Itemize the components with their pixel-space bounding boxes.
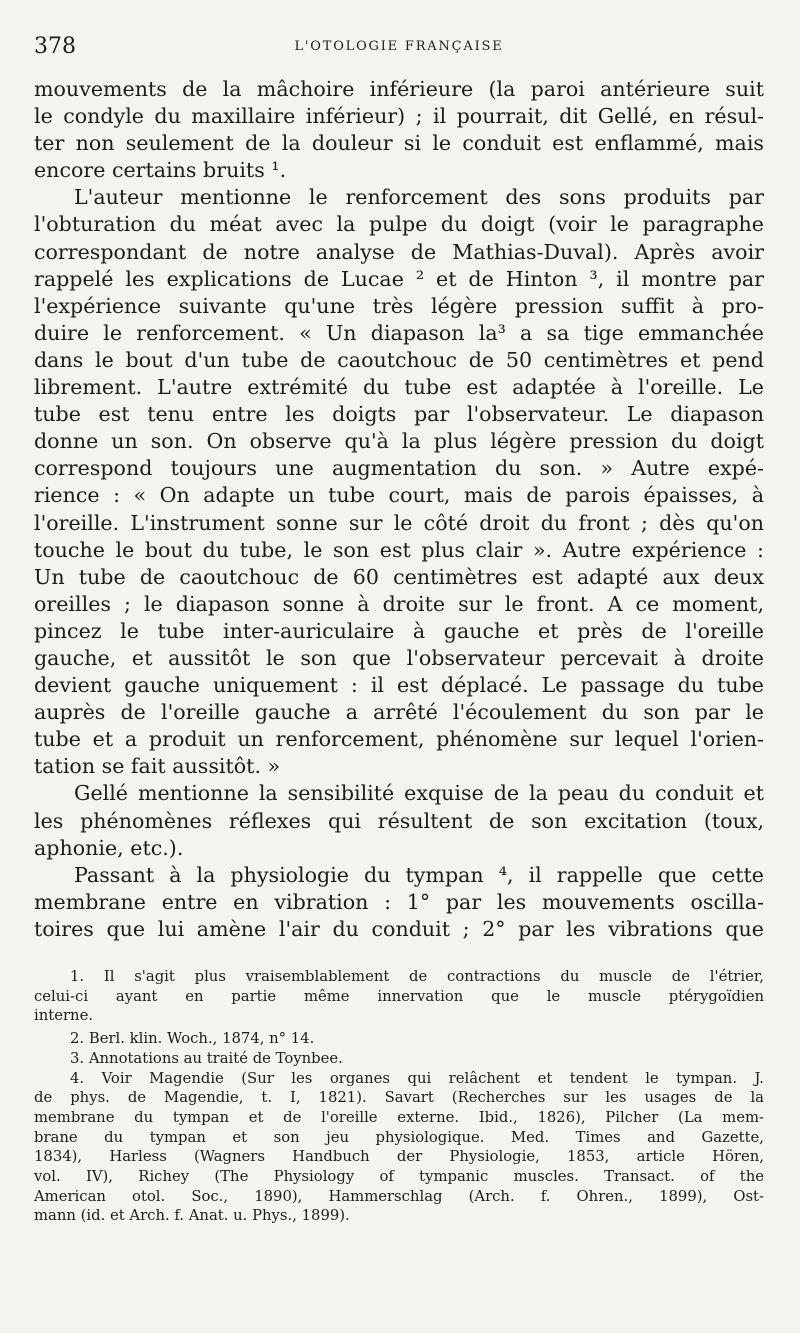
text-line: L'auteur mentionne le renforcement des sons produits par xyxy=(74,185,764,210)
footnote-line: celui-ci ayant en partie même innervation que le muscle ptérygoïdien xyxy=(34,987,764,1005)
text-line: l'obturation du méat avec la pulpe du doigt (voir le paragraphe xyxy=(34,212,764,237)
text-line: touche le bout du tube, le son est plus clair ». Autre expérience : xyxy=(34,537,764,562)
footnote-line: brane du tympan et son jeu physiologique. Med. Times and Gazette, xyxy=(34,1128,764,1146)
footnote-line: 1. Il s'agit plus vraisemblablement de contractions du muscle de l'étrier, xyxy=(70,968,764,985)
text-line: encore certains bruits ¹. xyxy=(34,158,287,183)
text-line: correspond toujours une augmentation du son. » Autre expé- xyxy=(34,456,764,481)
text-line: Gellé mentionne la sensibilité exquise de la peau du conduit et xyxy=(74,781,764,806)
text-line: duire le renforcement. « Un diapason la³ a sa tige emmanchée xyxy=(34,320,764,345)
text-line: rience : « On adapte un tube court, mais de parois épaisses, à xyxy=(34,483,764,508)
text-line: Un tube de caoutchouc de 60 centimètres est adapté aux deux xyxy=(34,564,764,589)
text-line: toires que lui amène l'air du conduit ; 2° par les vibrations que xyxy=(34,916,764,941)
text-line: aphonie, etc.). xyxy=(34,835,184,860)
running-title: L'OTOLOGIE FRANÇAISE xyxy=(294,39,504,54)
text-line: Passant à la physiologie du tympan ⁴, il rappelle que cette xyxy=(74,862,764,887)
footnote-line: 4. Voir Magendie (Sur les organes qui relâchent et tendent le tympan. J. xyxy=(70,1069,764,1087)
body-text xyxy=(34,76,764,943)
text-line: les phénomènes réflexes qui résultent de son excitation (toux, xyxy=(34,808,764,833)
text-line: donne un son. On observe qu'à la plus légère pression du doigt xyxy=(34,429,764,454)
text-line: devient gauche uniquement : il est déplacé. Le passage du tube xyxy=(34,673,764,698)
text-line: dans le bout d'un tube de caoutchouc de 50 centimètres et pend xyxy=(34,347,764,372)
footnote-line: 2. Berl. klin. Woch., 1874, n° 14. xyxy=(70,1030,315,1048)
text-line: l'expérience suivante qu'une très légère pression suffit à pro- xyxy=(34,293,764,318)
text-line: membrane entre en vibration : 1° par les mouvements oscilla- xyxy=(34,889,764,914)
text-line: ter non seulement de la douleur si le conduit est enflammé, mais xyxy=(34,131,764,156)
text-line: gauche, et aussitôt le son que l'observateur percevait à droite xyxy=(34,645,764,670)
footnote-line: 1834), Harless (Wagners Handbuch der Physiologie, 1853, article Hören, xyxy=(34,1148,764,1166)
footnote-line: 3. Annotations au traité de Toynbee. xyxy=(70,1049,343,1067)
text-line: tube et a produit un renforcement, phénomène sur lequel l'orien- xyxy=(34,727,764,752)
footnote-line: de phys. de Magendie, t. I, 1821). Savart (Recherches sur les usages de la xyxy=(34,1089,764,1107)
text-line: mouvements de la mâchoire inférieure (la paroi antérieure suit xyxy=(34,77,764,101)
book-page xyxy=(34,28,764,1226)
footnote-line: membrane du tympan et de l'oreille externe. Ibid., 1826), Pilcher (La mem- xyxy=(34,1108,764,1126)
text-line: correspondant de notre analyse de Mathias-Duval). Après avoir xyxy=(34,239,764,264)
text-line: rappelé les explications de Lucae ² et de Hinton ³, il montre par xyxy=(34,266,764,291)
footnotes xyxy=(34,967,764,1226)
text-line: pincez le tube inter-auriculaire à gauche et près de l'oreille xyxy=(34,618,764,643)
text-line: tube est tenu entre les doigts par l'observateur. Le diapason xyxy=(34,402,764,427)
text-line: librement. L'autre extrémité du tube est adaptée à l'oreille. Le xyxy=(34,375,764,400)
text-line: tation se fait aussitôt. » xyxy=(34,754,281,779)
page-number: 378 xyxy=(34,34,76,59)
text-line: l'oreille. L'instrument sonne sur le côté droit du front ; dès qu'on xyxy=(34,510,764,535)
footnote-line: mann (id. et Arch. f. Anat. u. Phys., 1899). xyxy=(34,1207,350,1225)
footnote-line: interne. xyxy=(34,1007,94,1025)
footnote-line: American otol. Soc., 1890), Hammerschlag (Arch. f. Ohren., 1899), Ost- xyxy=(34,1187,764,1205)
footnote-line: vol. IV), Richey (The Physiology of tympanic muscles. Transact. of the xyxy=(34,1168,764,1186)
text-line: le condyle du maxillaire inférieur) ; il pourrait, dit Gellé, en résul- xyxy=(34,104,764,129)
page-header xyxy=(34,28,764,64)
text-line: oreilles ; le diapason sonne à droite sur le front. A ce moment, xyxy=(34,591,764,616)
text-line: auprès de l'oreille gauche a arrêté l'écoulement du son par le xyxy=(34,700,764,725)
